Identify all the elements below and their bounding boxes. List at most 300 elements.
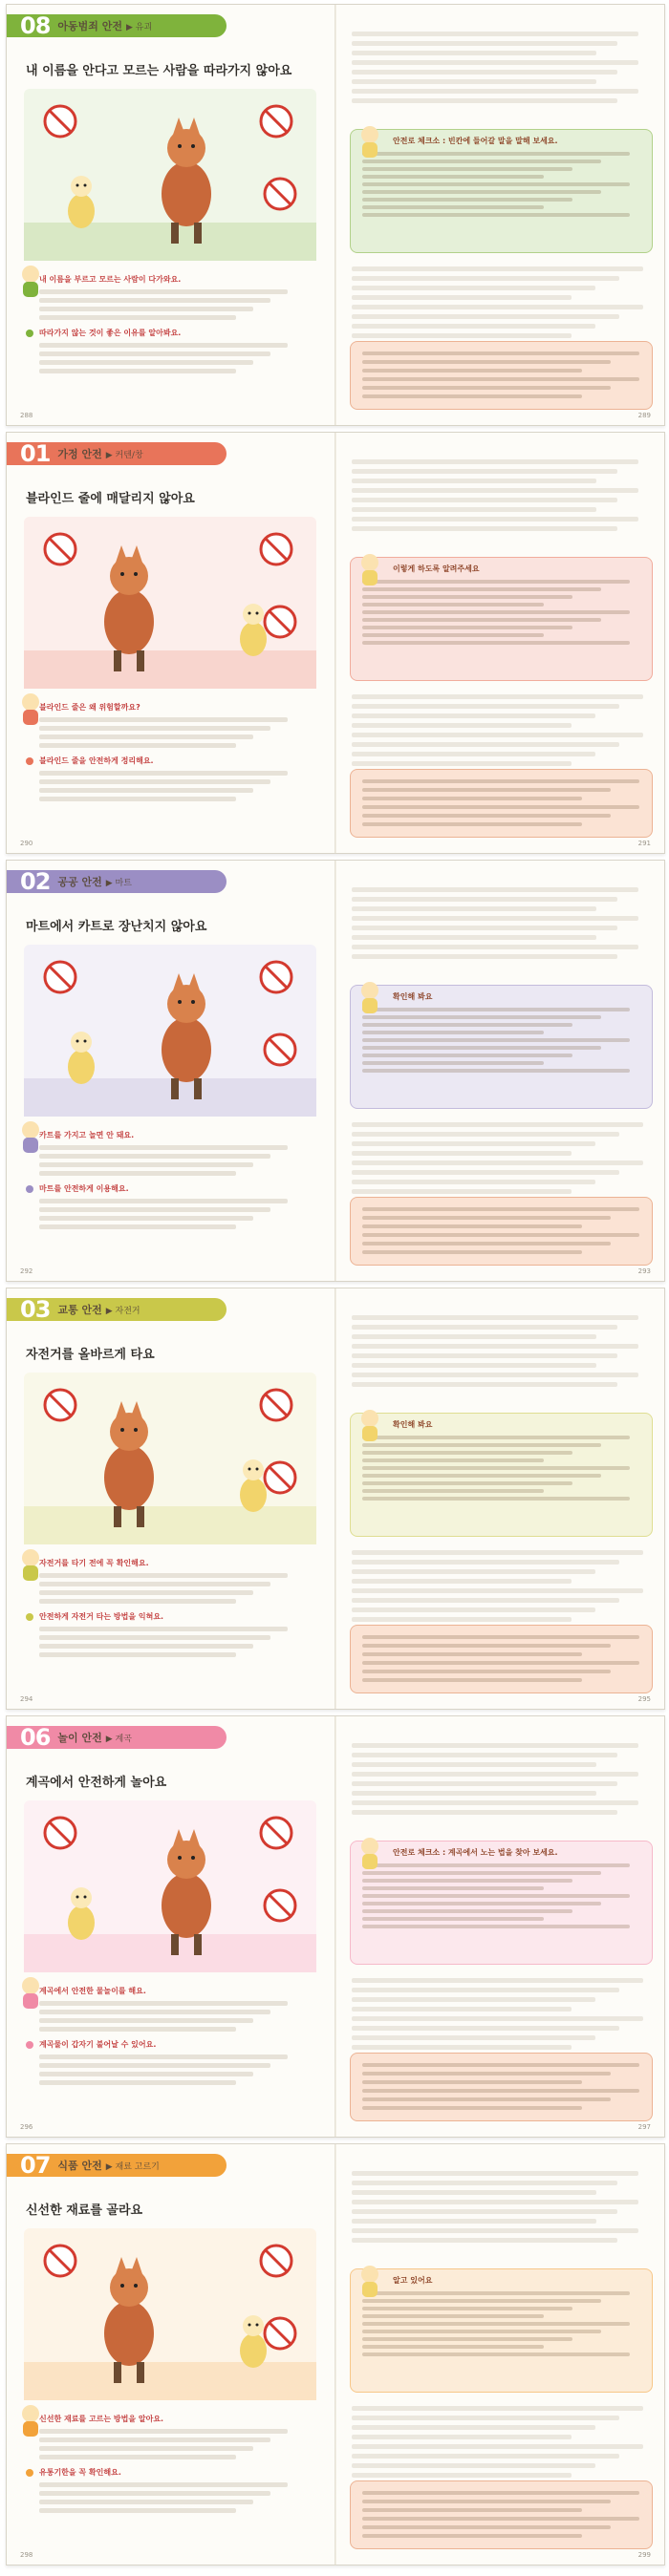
tip-row [26,328,313,338]
prohibition-sign-icon [261,534,291,564]
tip-spacer [26,801,313,809]
section-category: 놀이 안전 [57,1732,102,1744]
body-text-line [39,2010,270,2014]
safety-tips [26,274,313,381]
body-text-line [352,906,596,911]
body-text-line [352,1988,619,1992]
body-text-block [352,1743,648,1820]
right-page [336,861,664,1281]
note-text-line [362,1233,639,1237]
activity-text-line [362,2337,572,2341]
body-text-line [352,1132,619,1137]
section-number: 02 [20,868,51,895]
tip-row [26,2467,313,2478]
activity-title: 확인해 봐요 [393,992,433,1001]
body-text-line [352,333,572,338]
body-text-line [39,2063,270,2068]
note-text-line [362,822,582,826]
body-text-line [352,713,595,718]
activity-text-line [362,1879,572,1883]
body-text-line [39,1207,270,1212]
activity-text-line [362,1902,601,1905]
activity-text-line [362,2330,601,2333]
body-text-line [352,2425,595,2430]
activity-text-line [362,1489,544,1493]
activity-text-line [362,1497,630,1501]
body-text-line [352,70,617,75]
activity-text-line [362,1046,601,1050]
note-text-line [362,805,639,809]
tip-row [26,274,313,285]
activity-text-line [362,587,601,591]
activity-text-line [362,2299,601,2303]
note-box [350,1197,653,1266]
body-text-line [352,1334,596,1339]
activity-text-line [362,2352,630,2356]
prohibition-sign-icon [45,962,76,992]
page-number-left: 288 [20,412,33,419]
body-text-line [352,324,595,329]
note-text-line [362,394,582,398]
section-number: 07 [20,2152,51,2179]
tip-row [26,2414,313,2424]
body-text-line [352,1151,572,1156]
section-category: 아동범죄 안전 [57,20,122,32]
note-text-line [362,2089,639,2093]
tip-heading: 계곡에서 안전한 물놀이를 해요. [39,1987,146,1995]
activity-text-line [362,175,544,179]
body-text-line [352,314,619,319]
safety-tips [26,1558,313,1665]
body-text-line [352,1180,595,1184]
bullet-icon [26,2469,33,2477]
lesson-title: 마트에서 카트로 장난치지 않아요 [26,920,207,934]
body-text-line [352,954,617,959]
note-text-line [362,351,639,355]
tip-row [26,2039,313,2050]
body-text-line [352,1122,643,1127]
activity-text-line [362,1458,544,1462]
body-text-line [352,1189,572,1194]
note-text-line [362,2491,639,2495]
mascot-icon [354,2263,386,2299]
body-text-line [352,1550,643,1555]
tip-spacer [26,1176,313,1183]
left-page [7,861,334,1281]
body-text-line [352,32,638,36]
note-text-line [362,1678,582,1682]
body-text-line [39,2482,288,2487]
body-text-line [352,1160,643,1165]
page-number-left: 294 [20,1695,33,1703]
activity-text-line [362,1871,601,1875]
bullet-icon [26,757,33,765]
body-text-line [352,926,617,930]
lesson-illustration [24,945,316,1117]
note-text-line [362,788,611,792]
note-box [350,341,653,410]
activity-text-line [362,205,544,209]
left-page [7,1288,334,1709]
body-text-line [352,526,617,531]
section-category: 가정 안전 [57,448,102,460]
body-text-line [352,266,643,271]
note-text-line [362,779,639,783]
body-text-line [39,1627,288,1631]
body-text-line [352,41,617,46]
activity-text-line [362,1069,630,1073]
body-text-line [352,60,638,65]
body-text-line [39,2500,253,2504]
mascot-icon [354,979,386,1015]
body-text-block [352,887,648,964]
activity-title: 안전로 체크소 : 계곡에서 노는 법을 찾아 보세요. [393,1848,558,1857]
body-text-line [352,752,595,756]
note-text-line [362,360,611,364]
left-page [7,1716,334,2137]
mascot-icon [354,1407,386,1443]
body-text-line [352,1762,596,1767]
note-text-line [362,1216,611,1220]
body-text-line [352,1607,595,1612]
bullet-icon [26,2041,33,2049]
section-header [7,14,227,37]
lesson-illustration [24,517,316,689]
body-text-line [352,1170,619,1175]
note-text-line [362,1635,639,1639]
tip-spacer [26,2032,313,2039]
prohibition-sign-icon [45,106,76,137]
body-text-line [352,1588,643,1593]
body-text-line [39,1199,288,1203]
activity-box [350,1841,653,1965]
body-text-line [352,2007,572,2012]
activity-text-line [362,198,572,202]
prohibition-sign-icon [261,106,291,137]
note-text-line [362,1644,611,1648]
body-text-line [352,2228,638,2233]
prohibition-sign-icon [45,534,76,564]
body-text-line [352,79,596,84]
body-text-line [39,2438,270,2442]
tip-spacer [26,1229,313,1237]
prohibition-sign-icon [265,607,295,637]
tip-heading: 카트를 가지고 놀면 안 돼요. [39,1131,135,1139]
body-text-line [352,1791,596,1796]
body-text-line [39,343,288,348]
activity-title: 알고 있어요 [393,2276,433,2285]
body-text-line [352,89,638,94]
body-text-line [352,2016,643,2021]
prohibition-sign-icon [45,2246,76,2276]
activity-text-line [362,182,630,186]
tip-spacer [26,320,313,328]
tip-heading: 자전거를 타기 전에 꼭 확인해요. [39,1559,149,1567]
body-text-line [352,1781,617,1786]
section-number: 03 [20,1296,51,1323]
note-text-line [362,1652,582,1656]
body-text-line [352,1315,638,1320]
body-text-line [352,761,572,766]
body-text-line [352,1800,638,1805]
child-character [240,604,267,656]
section-header [7,2154,227,2177]
prohibition-sign-icon [265,179,295,209]
body-text-line [352,2435,572,2439]
activity-text-line [362,1917,544,1921]
section-subcategory: ▶ 커텐/창 [105,450,143,460]
body-text-line [39,360,253,365]
book-spread [6,1288,665,1710]
body-text-line [352,2026,619,2031]
mascot-icon [14,691,47,727]
body-text-line [39,1216,253,1221]
bullet-icon [26,1185,33,1193]
activity-text-line [362,1481,572,1485]
mascot-icon [354,1835,386,1871]
body-text-block [352,32,648,108]
activity-box [350,129,653,253]
activity-text-line [362,1008,630,1011]
body-text-line [352,1560,619,1565]
body-text-line [352,1978,643,1983]
page-number-left: 298 [20,2551,33,2559]
body-text-line [39,298,270,303]
body-text-line [352,1743,638,1748]
section-header [7,1298,227,1321]
section-header [7,870,227,893]
body-text-line [352,517,638,522]
body-text-line [39,2446,253,2451]
body-text-line [352,1325,617,1330]
body-text-line [352,694,643,699]
body-text-line [39,779,270,784]
book-spread [6,2143,665,2565]
activity-title: 확인해 봐요 [393,1420,433,1429]
body-text-line [352,98,617,103]
mascot-icon [14,1974,47,2011]
lesson-illustration [24,2228,316,2400]
right-page [336,1288,664,1709]
note-text-line [362,2080,582,2084]
note-text-line [362,2508,582,2512]
prohibition-sign-icon [261,2246,291,2276]
note-text-line [362,2072,611,2076]
activity-text-line [362,1038,630,1042]
page-number-right: 291 [637,840,651,847]
body-text-line [39,1154,270,1159]
book-spread [6,860,665,1282]
body-text-line [352,1772,638,1777]
section-subcategory: ▶ 유괴 [126,22,153,32]
page-number-left: 296 [20,2123,33,2131]
body-text-line [39,1590,253,1595]
lesson-illustration [24,1373,316,1544]
lesson-title: 계곡에서 안전하게 놀아요 [26,1776,167,1790]
activity-text-line [362,633,544,637]
body-text-line [39,1582,270,1586]
section-number: 08 [20,12,51,39]
tip-row [26,1611,313,1622]
activity-text-line [362,1443,601,1447]
section-subcategory: ▶ 재료 고르기 [105,2161,160,2172]
activity-text-line [362,152,630,156]
section-subcategory: ▶ 계곡 [105,1734,132,1744]
activity-text-line [362,595,572,599]
page-number-right: 299 [637,2551,651,2559]
activity-text-line [362,1061,544,1065]
prohibition-sign-icon [265,1462,295,1493]
body-text-block [352,2171,648,2247]
section-header [7,1726,227,1749]
activity-text-line [362,1015,601,1019]
activity-text-line [362,1031,544,1034]
left-page [7,5,334,425]
body-text-line [39,1162,253,1167]
body-text-line [352,2473,572,2478]
body-text-line [352,2219,596,2224]
activity-text-line [362,1474,601,1478]
prohibition-sign-icon [261,1818,291,1848]
right-page [336,5,664,425]
page-number-right: 297 [637,2123,651,2131]
section-header [7,442,227,465]
tip-spacer [26,748,313,756]
activity-text-line [362,610,630,614]
right-page [336,2144,664,2565]
body-text-line [39,788,253,793]
body-text-line [39,1145,288,1150]
activity-text-line [362,1894,630,1898]
page-number-right: 295 [637,1695,651,1703]
body-text-block [352,459,648,536]
body-text-line [352,1353,617,1358]
body-text-line [352,1373,638,1377]
mascot-icon [354,123,386,160]
activity-text-line [362,1909,572,1913]
body-text-line [39,2491,270,2496]
tip-heading: 계곡물이 갑자기 불어날 수 있어요. [39,2040,157,2049]
body-text-line [352,1617,572,1622]
right-page [336,433,664,853]
tip-spacer [26,2459,313,2467]
section-number: 06 [20,1724,51,1751]
activity-text-line [362,1925,630,1928]
bullet-icon [26,1613,33,1621]
lesson-title: 신선한 재료를 골라요 [26,2203,143,2218]
mascot-icon [14,1546,47,1583]
body-text-line [352,286,595,290]
body-text-line [352,2209,617,2214]
body-text-line [39,2072,253,2076]
note-text-line [362,377,639,381]
section-category: 식품 안전 [57,2160,102,2172]
lesson-illustration [24,1800,316,1972]
activity-text-line [362,641,630,645]
body-text-line [39,2054,288,2059]
section-number: 01 [20,440,51,467]
tip-row [26,1130,313,1140]
note-text-line [362,2106,582,2110]
note-text-line [362,814,611,818]
mascot-icon [354,551,386,587]
tip-spacer [26,373,313,381]
body-text-line [352,488,638,493]
body-text-line [39,2018,253,2023]
note-box [350,2053,653,2121]
body-text-line [352,897,617,902]
body-text-line [39,1644,253,1649]
mascot-icon [14,1118,47,1155]
note-text-line [362,797,582,800]
body-text-line [352,469,617,474]
body-text-line [39,289,288,294]
body-text-line [352,2444,643,2449]
activity-text-line [362,618,601,622]
activity-text-line [362,190,601,194]
tip-heading: 유통기한을 꼭 확인해요. [39,2468,121,2477]
body-text-line [352,2035,595,2040]
body-text-line [39,2429,288,2434]
activity-box [350,557,653,681]
note-text-line [362,2097,611,2101]
right-page [336,1716,664,2137]
note-text-line [362,1250,582,1254]
body-text-line [352,1579,572,1584]
section-subcategory: ▶ 자전거 [105,1306,140,1316]
safety-tips [26,1986,313,2093]
body-text-block [352,1315,648,1392]
tip-row [26,1183,313,1194]
body-text-line [39,771,288,776]
mascot-icon [14,263,47,299]
child-character [68,176,95,228]
body-text-line [352,2238,617,2243]
body-text-line [352,459,638,464]
activity-box [350,1413,653,1537]
prohibition-sign-icon [45,1390,76,1420]
body-text-line [352,1344,638,1349]
tip-spacer [26,2085,313,2093]
page-number-left: 292 [20,1267,33,1275]
body-text-line [39,1635,270,1640]
tip-heading: 블라인드 줄은 왜 위험할까요? [39,703,140,712]
section-subcategory: ▶ 마트 [105,878,132,888]
body-text-line [352,887,638,892]
activity-text-line [362,603,544,607]
activity-text-line [362,167,572,171]
activity-box [350,985,653,1109]
note-text-line [362,1242,611,1245]
note-text-line [362,2525,611,2529]
activity-text-line [362,1054,572,1057]
lesson-illustration [24,89,316,261]
body-text-line [352,295,572,300]
left-page [7,433,334,853]
note-text-line [362,1207,639,1211]
body-text-line [352,945,638,949]
body-text-line [352,1569,595,1574]
body-text-line [352,2200,638,2204]
note-text-line [362,1224,582,1228]
note-text-line [362,2500,611,2503]
left-page [7,2144,334,2565]
note-text-line [362,386,611,390]
tip-row [26,1558,313,1568]
note-text-line [362,1661,639,1665]
body-text-line [352,305,643,309]
body-text-line [39,2001,288,2006]
